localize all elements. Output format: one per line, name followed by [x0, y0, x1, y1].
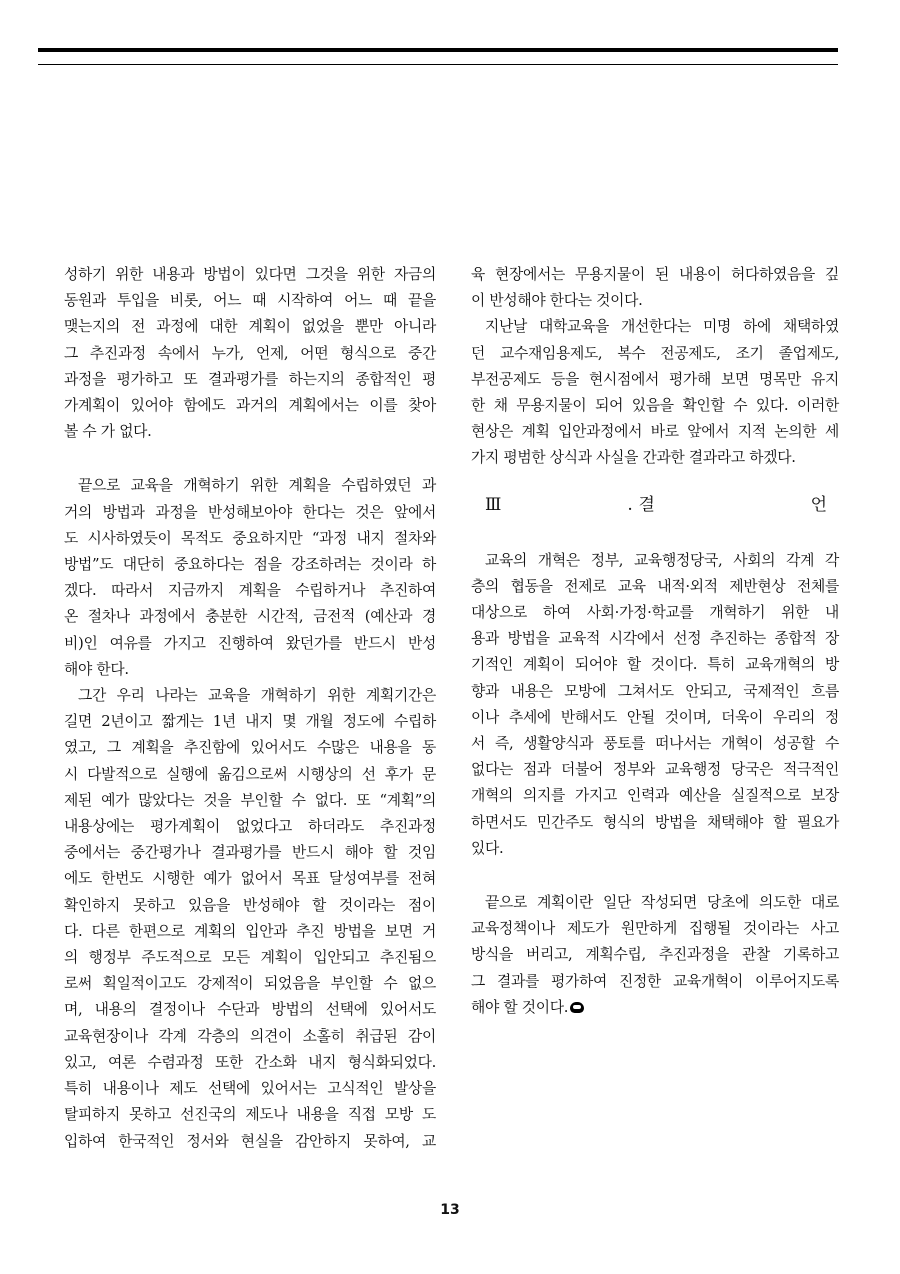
- text-line: 에도 한번도 시행한 예가 없어서 목표 달성여부를 전혀: [64, 870, 436, 888]
- text-line: 용과 방법을 교육적 시각에서 선정 추진하는 종합적 장: [471, 630, 839, 648]
- text-line: 교육정책이나 제도가 원만하게 집행될 것이라는 사고: [471, 920, 839, 938]
- header-rule-thin: [38, 64, 838, 65]
- end-mark-icon: [570, 1002, 584, 1013]
- text-line: 부전공제도 등을 현시점에서 평가해 보면 명목만 유지: [471, 370, 839, 388]
- text-line: 던 교수재임용제도, 복수 전공제도, 조기 졸업제도,: [471, 344, 839, 362]
- paragraph: [64, 473, 436, 683]
- header-rule-thick: [38, 48, 838, 52]
- text-line: 가지 평범한 상식과 사실을 간과한 결과라고 하겠다.: [471, 449, 796, 467]
- text-line: 방법”도 대단히 중요하다는 점을 강조하려는 것이라 하: [64, 556, 436, 574]
- text-line: 확인하지 못하고 있음을 반성해야 할 것이라는 점이: [64, 896, 436, 914]
- text-line: 기적인 계획이 되어야 할 것이다. 특히 교육개혁의 방: [471, 656, 839, 674]
- text-line: 내용상에는 평가계획이 없었다고 하더라도 추진과정: [64, 818, 436, 836]
- text-line: 그 결과를 평가하여 진정한 교육개혁이 이루어지도록: [471, 972, 839, 990]
- text-line: 서 즉, 생활양식과 풍토를 떠나서는 개혁이 성공할 수: [471, 735, 839, 753]
- text-line: 로써 획일적이고도 강제적이 되었음을 부인할 수 없으: [64, 975, 436, 993]
- paragraph: [471, 890, 839, 1021]
- text-line: 한 채 무용지물이 되어 있음을 확인할 수 있다. 이러한: [471, 397, 839, 415]
- text-line: 다. 다른 한편으로 계획의 입안과 추진 방법을 보면 거: [64, 922, 436, 940]
- text-line: 하면서도 민간주도 형식의 방법을 채택해야 할 필요가: [471, 813, 839, 831]
- text-line: 지난날 대학교육을 개선한다는 미명 하에 채택하였: [485, 318, 839, 336]
- paragraph: [471, 548, 839, 862]
- text-line: 동원과 투입을 비롯, 어느 때 시작하여 어느 때 끝을: [64, 292, 436, 310]
- paragraph: [471, 262, 839, 314]
- section-numeral: Ⅲ.: [485, 494, 633, 515]
- text-line: 층의 협동을 전제로 교육 내적·외적 제반현상 전체를: [471, 577, 839, 595]
- text-line: 볼 수 가 없다.: [64, 423, 152, 441]
- text-line: 해야 한다.: [64, 660, 129, 678]
- text-line: 있고, 여론 수렴과정 또한 간소화 내지 형식화되었다.: [64, 1053, 436, 1071]
- paragraph: [64, 683, 436, 1155]
- text-line: 가계획이 있어야 함에도 과거의 계획에서는 이를 찾아: [64, 397, 436, 415]
- page-number: 13: [440, 1202, 460, 1218]
- text-line: 며, 내용의 결정이나 수단과 방법의 선택에 있어서도: [64, 1001, 436, 1019]
- text-line: 제된 예가 많았다는 것을 부인할 수 없다. 또 “계획”의: [64, 791, 436, 809]
- text-line: 도 시사하였듯이 목적도 중요하지만 “과정 내지 절차와: [64, 529, 436, 547]
- text-line: 방식을 버리고, 계획수립, 추진과정을 관찰 기록하고: [471, 946, 839, 964]
- text-line: 과정을 평가하고 또 결과평가를 하는지의 종합적인 평: [64, 370, 436, 388]
- text-line: 이나 추세에 반해서도 안될 것이며, 더욱이 우리의 정: [471, 708, 839, 726]
- text-line: 거의 방법과 과정을 반성해보아야 한다는 것은 앞에서: [64, 503, 436, 521]
- text-line: 육 현장에서는 무용지물이 된 내용이 허다하였음을 깊: [471, 266, 839, 283]
- text-line: 비)인 여유를 가지고 진행하여 왔던가를 반드시 반성: [64, 634, 436, 652]
- text-line: 온 절차나 과정에서 충분한 시간적, 금전적 (예산과 경: [64, 608, 436, 626]
- text-line: 끝으로 계획이란 일단 작성되면 당초에 의도한 대로: [485, 894, 839, 912]
- text-line: 없다는 점과 더불어 정부와 교육행정 당국은 적극적인: [471, 761, 839, 779]
- text-line: 길면 2년이고 짧게는 1년 내지 몇 개월 정도에 수립하: [64, 713, 436, 731]
- section-heading: [471, 490, 839, 520]
- paragraph: [471, 314, 839, 471]
- text-line: 끝으로 교육을 개혁하기 위한 계획을 수립하였던 과: [78, 477, 436, 495]
- left-column: [64, 262, 436, 1155]
- text-line: 개혁의 의지를 가지고 인력과 예산을 실질적으로 보장: [471, 787, 839, 805]
- text-line: 였고, 그 계획을 추진함에 있어서도 수많은 내용을 동: [64, 739, 436, 757]
- text-line: 그간 우리 나라는 교육을 개혁하기 위한 계획기간은: [78, 687, 436, 705]
- text-line: 이 반성해야 한다는 것이다.: [471, 292, 643, 310]
- text-line: 대상으로 하여 사회·가정·학교를 개혁하기 위한 내: [471, 604, 839, 622]
- text-line: 성하기 위한 내용과 방법이 있다면 그것을 위한 자금의: [64, 266, 436, 283]
- text-line: 그 추진과정 속에서 누가, 언제, 어떤 형식으로 중간: [64, 344, 436, 362]
- text-line: 탈피하지 못하고 선진국의 제도나 내용을 직접 모방 도: [64, 1106, 436, 1124]
- text-span: 해야 할 것이다.: [471, 998, 569, 1016]
- right-column: [471, 262, 839, 1021]
- text-line: 교육현장이나 각계 각층의 의견이 소홀히 취급된 감이: [64, 1027, 436, 1045]
- text-line: [471, 995, 839, 1021]
- text-line: 현상은 계획 입안과정에서 바로 앞에서 지적 논의한 세: [471, 423, 839, 441]
- text-line: 있다.: [471, 839, 504, 857]
- text-line: 중에서는 중간평가나 결과평가를 반드시 해야 할 것임: [64, 844, 436, 862]
- text-line: 시 다발적으로 실행에 옮김으로써 시행상의 선 후가 문: [64, 765, 436, 783]
- text-line: 특히 내용이나 제도 선택에 있어서는 고식적인 발상을: [64, 1080, 436, 1098]
- text-line: 입하여 한국적인 정서와 현실을 감안하지 못하여, 교: [64, 1132, 436, 1150]
- text-line: 향과 내용은 모방에 그쳐서도 안되고, 국제적인 흐름: [471, 682, 839, 700]
- text-line: 의 행정부 주도적으로 모든 계획이 입안되고 추진됨으: [64, 949, 436, 967]
- text-line: 겠다. 따라서 지금까지 계획을 수립하거나 추진하여: [64, 582, 436, 600]
- text-line: 교육의 개혁은 정부, 교육행정당국, 사회의 각계 각: [485, 551, 839, 569]
- paragraph: [64, 262, 436, 445]
- text-line: 맺는지의 전 과정에 대한 계획이 없었을 뿐만 아니라: [64, 318, 436, 336]
- section-title: 결 언: [638, 494, 840, 515]
